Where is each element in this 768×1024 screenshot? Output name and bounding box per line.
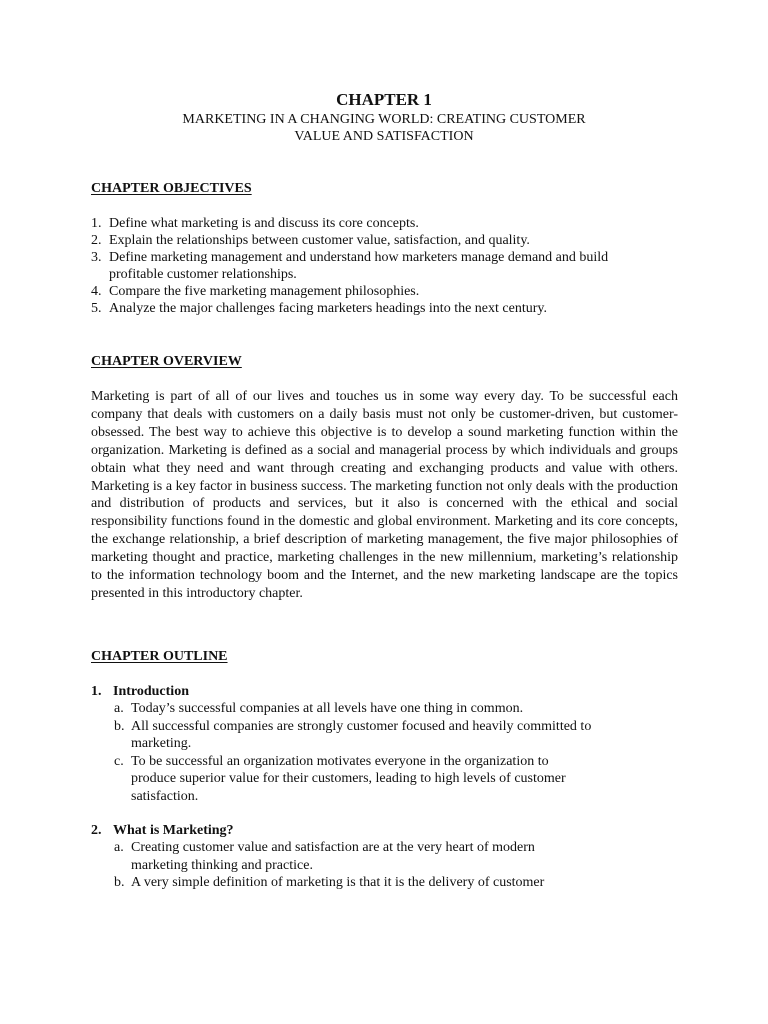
- outline-heading: CHAPTER OUTLINE: [91, 649, 228, 664]
- list-letter: b.: [114, 718, 125, 734]
- list-item: [114, 700, 634, 718]
- list-text: Explain the relationships between customer value, satisfaction, and quality.: [109, 233, 530, 248]
- objectives-list: [91, 215, 651, 317]
- list-number: 3.: [91, 250, 102, 265]
- list-text: Creating customer value and satisfaction are at the very heart of modern marketing thinking and practice.: [131, 840, 535, 873]
- list-text: A very simple definition of marketing is that it is the delivery of customer: [131, 875, 545, 891]
- list-text: Today’s successful companies at all levels have one thing in common.: [131, 701, 524, 716]
- list-letter: c.: [114, 753, 124, 769]
- subtitle-line: VALUE AND SATISFACTION: [294, 129, 474, 144]
- list-letter: b.: [114, 875, 125, 891]
- objectives-heading: CHAPTER OBJECTIVES: [91, 181, 252, 196]
- list-item: [114, 874, 634, 892]
- list-item: [91, 300, 651, 317]
- list-text: Compare the five marketing management philosophies.: [109, 284, 420, 299]
- outline-sublist: [114, 839, 634, 892]
- outline-sublist: [114, 700, 634, 806]
- section-number: 2.: [91, 823, 102, 838]
- subtitle-line: MARKETING IN A CHANGING WORLD: CREATING CUSTOMER: [182, 112, 586, 127]
- list-letter: a.: [114, 701, 124, 716]
- outline-section-heading: [91, 683, 189, 700]
- section-title: What is Marketing?: [113, 823, 234, 838]
- list-item: [114, 718, 634, 753]
- list-item: [114, 753, 634, 806]
- list-text: Analyze the major challenges facing marketers headings into the next century.: [109, 301, 547, 316]
- section-number: 1.: [91, 684, 102, 699]
- list-text: All successful companies are strongly customer focused and heavily committed to marketing.: [131, 718, 592, 752]
- chapter-title: CHAPTER 1: [336, 90, 432, 109]
- list-number: 5.: [91, 301, 102, 316]
- list-text: To be successful an organization motivates everyone in the organization to produce superior value for their customers, leading to high levels of customer satisfaction.: [131, 753, 566, 804]
- list-number: 2.: [91, 233, 102, 248]
- overview-paragraph: Marketing is part of all of our lives and touches us in some way every day. To be successful each company that deals with customers on a daily basis must not only be customer-driven, but customer-obsessed. The best way to achieve this objective is to develop a sound marketing function within the organization. Marketing is defined as a social and managerial process by which individuals and groups obtain what they need and want through creating and exchanging products and value with others. Marketing is a key factor in business success. The marketing function not only deals with the production and distribution of products and services, but it also is concerned with the ethical and social responsibility functions found in the domestic and global environment. Marketing and its core concepts, the exchange relationship, a brief description of marketing management, the five major philosophies of marketing thought and practice, marketing challenges in the new millennium, marketing’s relationship to the information technology boom and the Internet, and the new marketing landscape are the topics presented in this introductory chapter.: [91, 389, 678, 601]
- chapter-subtitle: [0, 111, 768, 145]
- list-item: [91, 283, 651, 300]
- list-text: Define what marketing is and discuss its core concepts.: [109, 216, 419, 231]
- list-text: Define marketing management and understand how marketers manage demand and build profitable customer relationships.: [109, 250, 609, 282]
- list-number: 1.: [91, 216, 102, 231]
- list-item: [91, 249, 651, 283]
- overview-heading: CHAPTER OVERVIEW: [91, 354, 242, 369]
- list-letter: a.: [114, 840, 124, 855]
- section-title: Introduction: [113, 684, 189, 699]
- outline-section-heading: [91, 822, 234, 839]
- list-item: [91, 215, 651, 232]
- list-item: [114, 839, 634, 874]
- list-number: 4.: [91, 284, 102, 299]
- list-item: [91, 232, 651, 249]
